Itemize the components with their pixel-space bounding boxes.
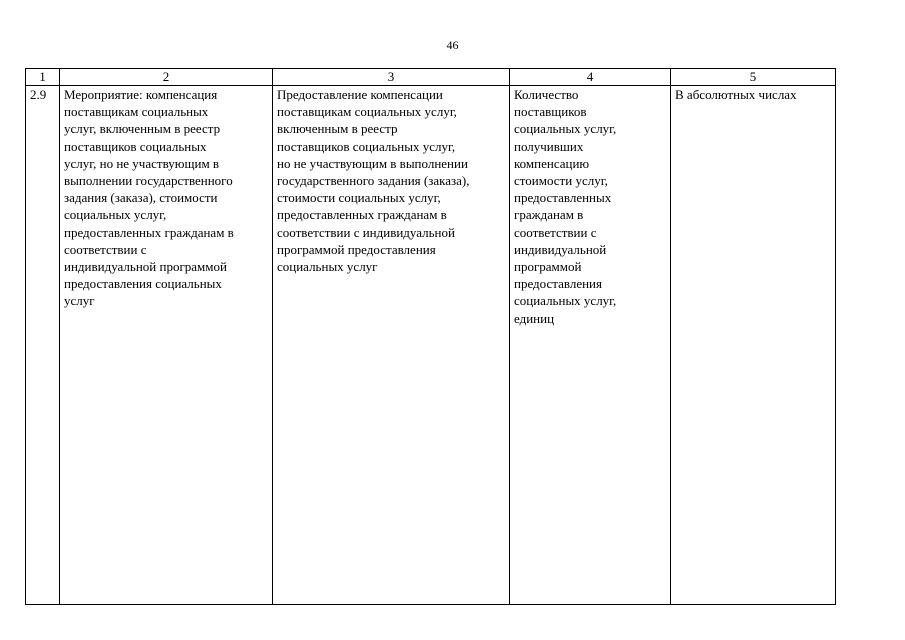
activity-cell: Мероприятие: компенсация поставщикам социальных услуг, включенным в реестр поставщиков социальных услуг, но не участвующим в выполнении государственного задания (заказа), стоимости социальных услуг, предоставленных гражданам в соответствии с индивидуальной программой предоставления социальных услуг [60,86,273,605]
page-number: 46 [446,38,459,52]
unit-cell: В абсолютных числах [671,86,836,605]
header-cell-3: 3 [273,69,510,86]
header-cell-1: 1 [26,69,60,86]
description-cell: Предоставление компенсации поставщикам социальных услуг, включенным в реестр поставщиков социальных услуг, но не участвующим в выполнении государственного задания (заказа), стоимости социальных услуг, предоставленных гражданам в соответствии с индивидуальной программой предоставления социальных услуг [273,86,510,605]
document-table [25,68,836,605]
header-cell-4: 4 [510,69,671,86]
table-row [26,86,836,605]
row-number-cell: 2.9 [26,86,60,605]
indicator-cell: Количество поставщиков социальных услуг, получивших компенсацию стоимости услуг, предоставленных гражданам в соответствии с индивидуальной программой предоставления социальных услуг, единиц [510,86,671,605]
header-cell-2: 2 [60,69,273,86]
table-header-row [26,69,836,86]
header-cell-5: 5 [671,69,836,86]
